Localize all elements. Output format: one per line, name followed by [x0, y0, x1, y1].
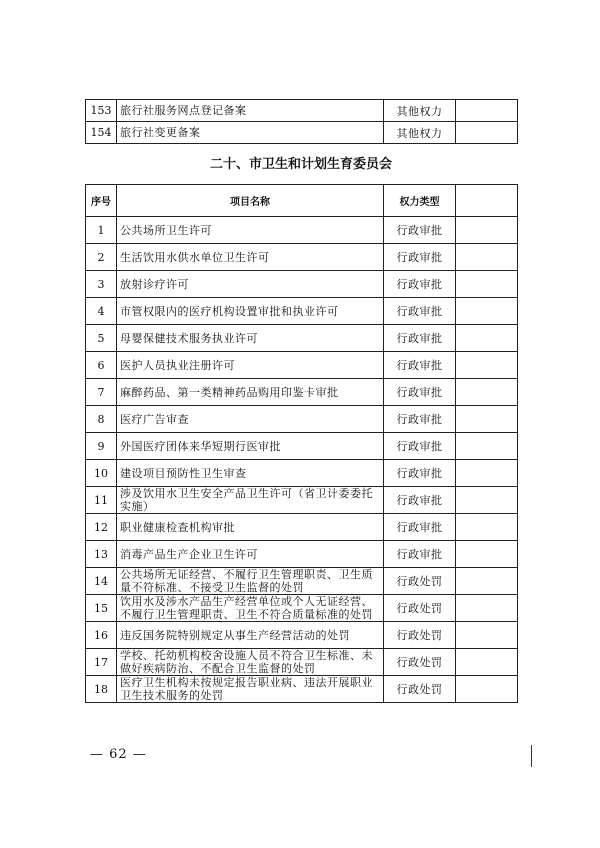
row-number: 6: [86, 352, 117, 379]
row-blank-cell: [456, 379, 518, 406]
table-row: [86, 217, 518, 244]
row-power-type: 行政审批: [384, 298, 456, 325]
row-blank-cell: [456, 244, 518, 271]
table-row: [86, 433, 518, 460]
row-item-name: 放射诊疗许可: [117, 271, 384, 298]
table-row: [86, 514, 518, 541]
table-row: [86, 244, 518, 271]
table-row: [86, 460, 518, 487]
row-item-name: 职业健康检查机构审批: [117, 514, 384, 541]
row-item-name: 涉及饮用水卫生安全产品卫生许可（省卫计委委托实施）: [117, 487, 384, 514]
row-item-name: 公共场所卫生许可: [117, 217, 384, 244]
row-number: 5: [86, 325, 117, 352]
row-blank-cell: [456, 568, 518, 595]
margin-rule: [531, 745, 532, 767]
row-number: 3: [86, 271, 117, 298]
row-number: 9: [86, 433, 117, 460]
previous-section-rows: [86, 100, 518, 144]
row-number: 153: [86, 100, 117, 122]
row-number: 7: [86, 379, 117, 406]
row-number: 2: [86, 244, 117, 271]
table-row: [86, 487, 518, 514]
row-item-name: 学校、托幼机构校舍设施人员不符合卫生标准、未做好疾病防治、不配合卫生监督的处罚: [117, 649, 384, 676]
row-power-type: 行政审批: [384, 460, 456, 487]
row-blank-cell: [456, 433, 518, 460]
row-blank-cell: [456, 460, 518, 487]
row-item-name: 外国医疗团体来华短期行医审批: [117, 433, 384, 460]
row-blank-cell: [456, 541, 518, 568]
table-body: [86, 217, 518, 703]
row-power-type: 行政审批: [384, 406, 456, 433]
row-power-type: 行政处罚: [384, 676, 456, 703]
row-number: 4: [86, 298, 117, 325]
table-row: [86, 595, 518, 622]
header-blank: [456, 185, 518, 217]
row-item-name: 旅行社服务网点登记备案: [117, 100, 384, 122]
row-power-type: 行政处罚: [384, 649, 456, 676]
row-power-type: 其他权力: [384, 122, 456, 144]
row-power-type: 行政审批: [384, 487, 456, 514]
row-number: 8: [86, 406, 117, 433]
row-blank-cell: [456, 487, 518, 514]
row-item-name: 母婴保健技术服务执业许可: [117, 325, 384, 352]
row-blank-cell: [456, 298, 518, 325]
row-number: 12: [86, 514, 117, 541]
row-number: 1: [86, 217, 117, 244]
row-number: 17: [86, 649, 117, 676]
table-row: [86, 649, 518, 676]
table-row: [86, 271, 518, 298]
table-row: [86, 568, 518, 595]
row-item-name: 医护人员执业注册许可: [117, 352, 384, 379]
table-row: [86, 406, 518, 433]
row-item-name: 麻醉药品、第一类精神药品购用印鉴卡审批: [117, 379, 384, 406]
section-title: 二十、市卫生和计划生育委员会: [209, 157, 392, 172]
row-blank-cell: [456, 325, 518, 352]
row-item-name: 建设项目预防性卫生审查: [117, 460, 384, 487]
header-number: 序号: [86, 185, 117, 217]
table-row: [86, 325, 518, 352]
table-row: [86, 676, 518, 703]
row-item-name: 旅行社变更备案: [117, 122, 384, 144]
table-row: [86, 298, 518, 325]
header-power-type: 权力类型: [384, 185, 456, 217]
table-row: [86, 541, 518, 568]
row-blank-cell: [456, 217, 518, 244]
row-item-name: 市管权限内的医疗机构设置审批和执业许可: [117, 298, 384, 325]
row-item-name: 消毒产品生产企业卫生许可: [117, 541, 384, 568]
row-blank-cell: [456, 271, 518, 298]
row-power-type: 行政审批: [384, 379, 456, 406]
row-power-type: 行政审批: [384, 325, 456, 352]
row-power-type: 行政处罚: [384, 595, 456, 622]
row-blank-cell: [456, 122, 518, 144]
row-item-name: 医疗广告审查: [117, 406, 384, 433]
row-blank-cell: [456, 352, 518, 379]
header-item-name: 项目名称: [117, 185, 384, 217]
row-number: 14: [86, 568, 117, 595]
power-list-table: [85, 184, 518, 703]
row-number: 10: [86, 460, 117, 487]
row-item-name: 公共场所无证经营、不履行卫生管理职责、卫生质量不符标准、不接受卫生监督的处罚: [117, 568, 384, 595]
row-item-name: 违反国务院特别规定从事生产经营活动的处罚: [117, 622, 384, 649]
row-blank-cell: [456, 649, 518, 676]
row-number: 16: [86, 622, 117, 649]
page-number: — 62 —: [90, 747, 147, 762]
row-blank-cell: [456, 514, 518, 541]
row-blank-cell: [456, 676, 518, 703]
row-number: 15: [86, 595, 117, 622]
row-blank-cell: [456, 406, 518, 433]
row-item-name: 医疗卫生机构未按规定报告职业病、违法开展职业卫生技术服务的处罚: [117, 676, 384, 703]
row-power-type: 行政审批: [384, 271, 456, 298]
previous-section-table: [85, 99, 518, 144]
row-blank-cell: [456, 595, 518, 622]
row-number: 11: [86, 487, 117, 514]
row-power-type: 行政审批: [384, 541, 456, 568]
row-item-name: 生活饮用水供水单位卫生许可: [117, 244, 384, 271]
row-power-type: 行政审批: [384, 352, 456, 379]
row-blank-cell: [456, 100, 518, 122]
table-row: [86, 100, 518, 122]
row-power-type: 行政审批: [384, 433, 456, 460]
table-row: [86, 622, 518, 649]
row-number: 154: [86, 122, 117, 144]
table-row: [86, 352, 518, 379]
row-power-type: 行政审批: [384, 217, 456, 244]
table-row: [86, 122, 518, 144]
row-number: 18: [86, 676, 117, 703]
row-power-type: 行政审批: [384, 244, 456, 271]
row-power-type: 其他权力: [384, 100, 456, 122]
row-power-type: 行政审批: [384, 514, 456, 541]
table-row: [86, 379, 518, 406]
table-header-row: [86, 185, 518, 217]
row-number: 13: [86, 541, 117, 568]
row-power-type: 行政处罚: [384, 622, 456, 649]
row-power-type: 行政处罚: [384, 568, 456, 595]
row-item-name: 饮用水及涉水产品生产经营单位或个人无证经营、不履行卫生管理职责、卫生不符合质量标准的处罚: [117, 595, 384, 622]
row-blank-cell: [456, 622, 518, 649]
